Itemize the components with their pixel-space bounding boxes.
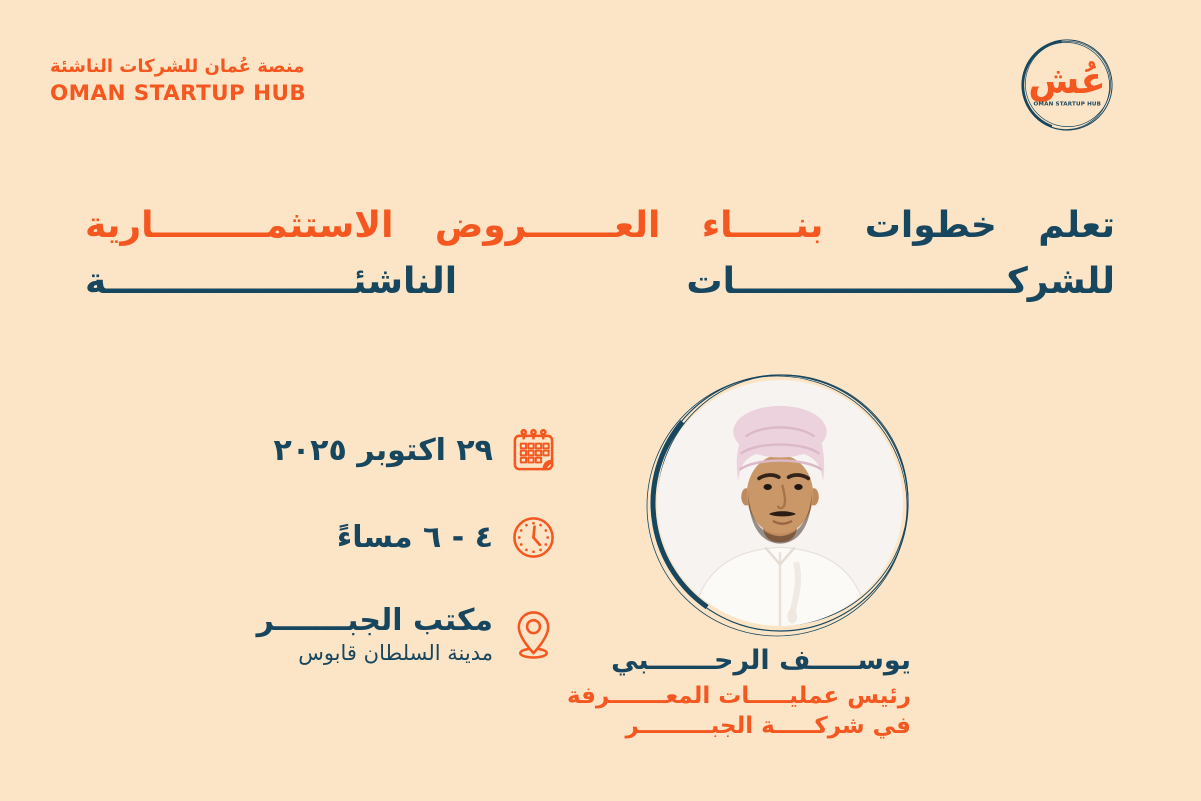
speaker-role-line2: في شركـــــة الجبـــــــــر (625, 713, 911, 740)
event-venue: مكتب الجبـــــــر (256, 603, 493, 638)
speaker-portrait (657, 380, 903, 626)
event-details (257, 427, 557, 665)
event-city: مدينة السلطان قابوس (298, 641, 493, 665)
title-word: خطوات (864, 205, 997, 246)
logo-calligraphy: عُش (1028, 59, 1106, 102)
brand-arabic-name: منصة عُمان للشركات الناشئة (50, 56, 305, 77)
event-time: ٤ - ٦ مساءً (336, 520, 493, 555)
event-date-row (257, 427, 557, 474)
event-date: ٢٩ اكتوبر ٢٠٢٥ (273, 433, 493, 468)
logo-subtext: OMAN STARTUP HUB (1033, 100, 1101, 108)
title-word: الاستثمـــــــــارية (85, 205, 394, 246)
location-pin-icon (510, 608, 557, 660)
clock-icon (510, 514, 557, 561)
event-time-row (257, 514, 557, 561)
event-title-line2 (85, 260, 1115, 303)
calendar-icon (510, 427, 557, 474)
brand-block (50, 56, 306, 106)
title-word: الناشئــــــــــــــــــــة (85, 261, 458, 303)
event-location-row (257, 603, 557, 665)
event-title-line1 (85, 204, 1115, 247)
speaker-block (566, 374, 911, 742)
brand-english-name: OMAN STARTUP HUB (50, 81, 307, 106)
event-title (85, 204, 1115, 303)
title-word: تعلم (1038, 205, 1115, 246)
title-word: للشركــــــــــــــــــــــات (686, 261, 1115, 303)
title-word: بنـــــاء (701, 205, 824, 246)
speaker-name: يوســـــف الرحـــــــبي (611, 645, 911, 676)
speaker-role-line1: رئيس عمليـــــات المعـــــــرفة (566, 683, 911, 709)
title-word: العـــــــروض (434, 205, 661, 246)
logo (1018, 36, 1116, 134)
speaker-photo (651, 374, 909, 632)
